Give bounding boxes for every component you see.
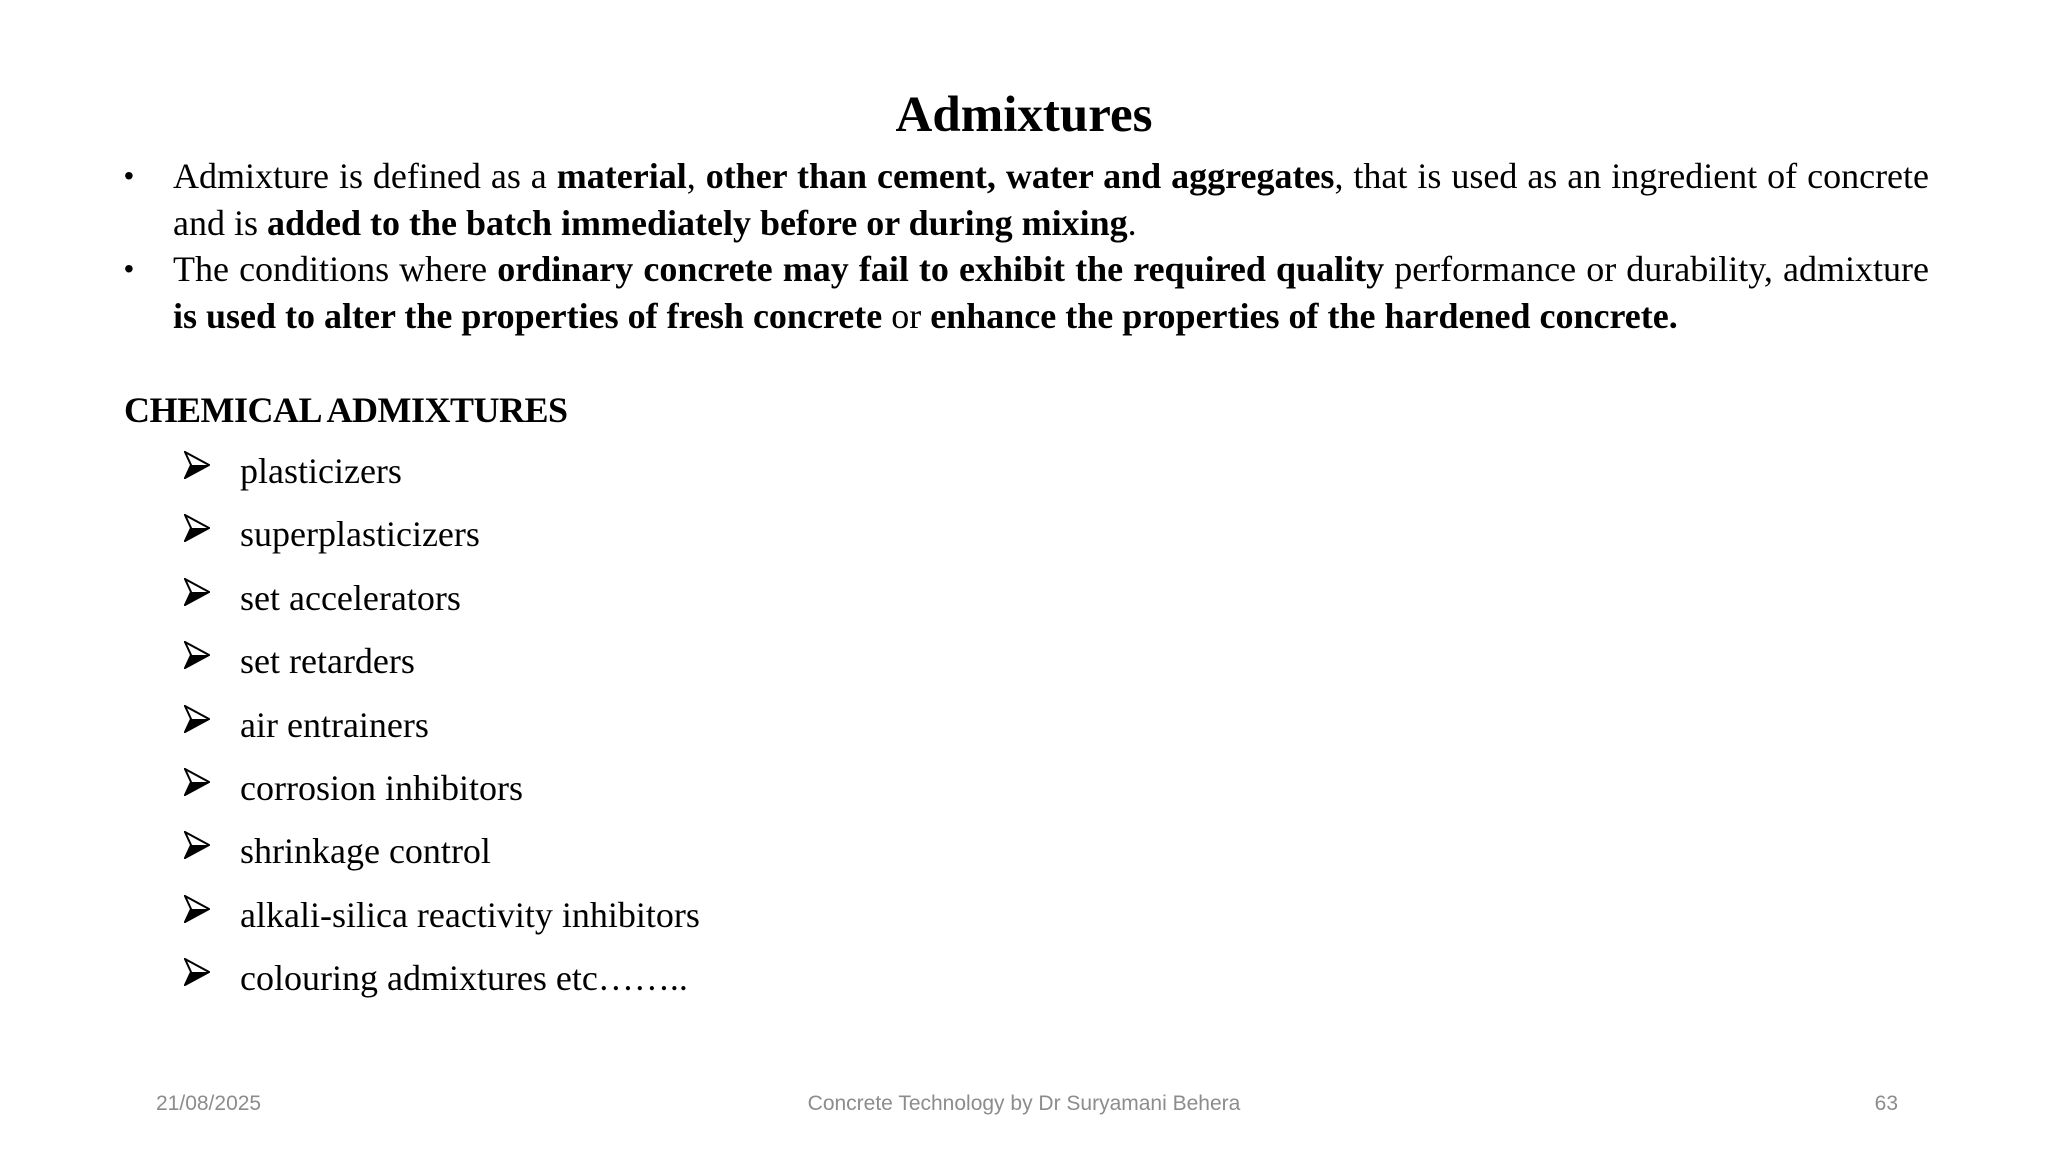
bullet-list — [124, 153, 1929, 339]
bullet-item — [124, 246, 1929, 339]
list-item-label: colouring admixtures etc…….. — [240, 958, 688, 999]
section-heading: CHEMICAL ADMIXTURES — [124, 390, 568, 430]
list-item — [184, 828, 700, 891]
list-item-label: air entrainers — [240, 704, 429, 745]
arrowhead-icon — [184, 705, 210, 733]
arrowhead-icon — [184, 768, 210, 796]
footer-title: Concrete Technology by Dr Suryamani Behera — [807, 1092, 1241, 1115]
list-item-label: alkali-silica reactivity inhibitors — [240, 894, 700, 935]
chemical-admixtures-list — [184, 448, 700, 1019]
arrowhead-icon — [184, 958, 210, 986]
list-item-label: set accelerators — [240, 577, 461, 618]
bullet-text: The conditions where ordinary concrete may fail to exhibit the required quality performance or durability, admixture is used to alter the properties of fresh concrete or enhance the properties of the hardened concrete. — [173, 249, 1929, 336]
list-item-label: superplasticizers — [240, 514, 480, 555]
bullet-dot-icon: • — [124, 160, 134, 191]
arrowhead-icon — [184, 451, 210, 479]
list-item — [184, 765, 700, 828]
bullet-text: Admixture is defined as a material, other than cement, water and aggregates, that is used as an ingredient of concrete and is added to the batch immediately before or during mixing. — [173, 156, 1930, 243]
list-item-label: corrosion inhibitors — [240, 767, 523, 808]
arrowhead-icon — [184, 895, 210, 923]
list-item — [184, 892, 700, 955]
bullet-dot-icon: • — [124, 253, 134, 284]
list-item-label: set retarders — [240, 641, 415, 682]
arrowhead-icon — [184, 514, 210, 542]
arrowhead-icon — [184, 578, 210, 606]
list-item — [184, 702, 700, 765]
list-item — [184, 448, 700, 511]
list-item-label: shrinkage control — [240, 831, 491, 872]
footer-date: 21/08/2025 — [156, 1092, 262, 1115]
page-number: 63 — [1874, 1092, 1898, 1115]
list-item — [184, 638, 700, 701]
list-item — [184, 955, 700, 1018]
list-item — [184, 575, 700, 638]
arrowhead-icon — [184, 641, 210, 669]
list-item — [184, 511, 700, 574]
slide-title: Admixtures — [895, 87, 1153, 143]
bullet-item — [124, 153, 1929, 246]
list-item-label: plasticizers — [240, 451, 402, 491]
arrowhead-icon — [184, 831, 210, 859]
